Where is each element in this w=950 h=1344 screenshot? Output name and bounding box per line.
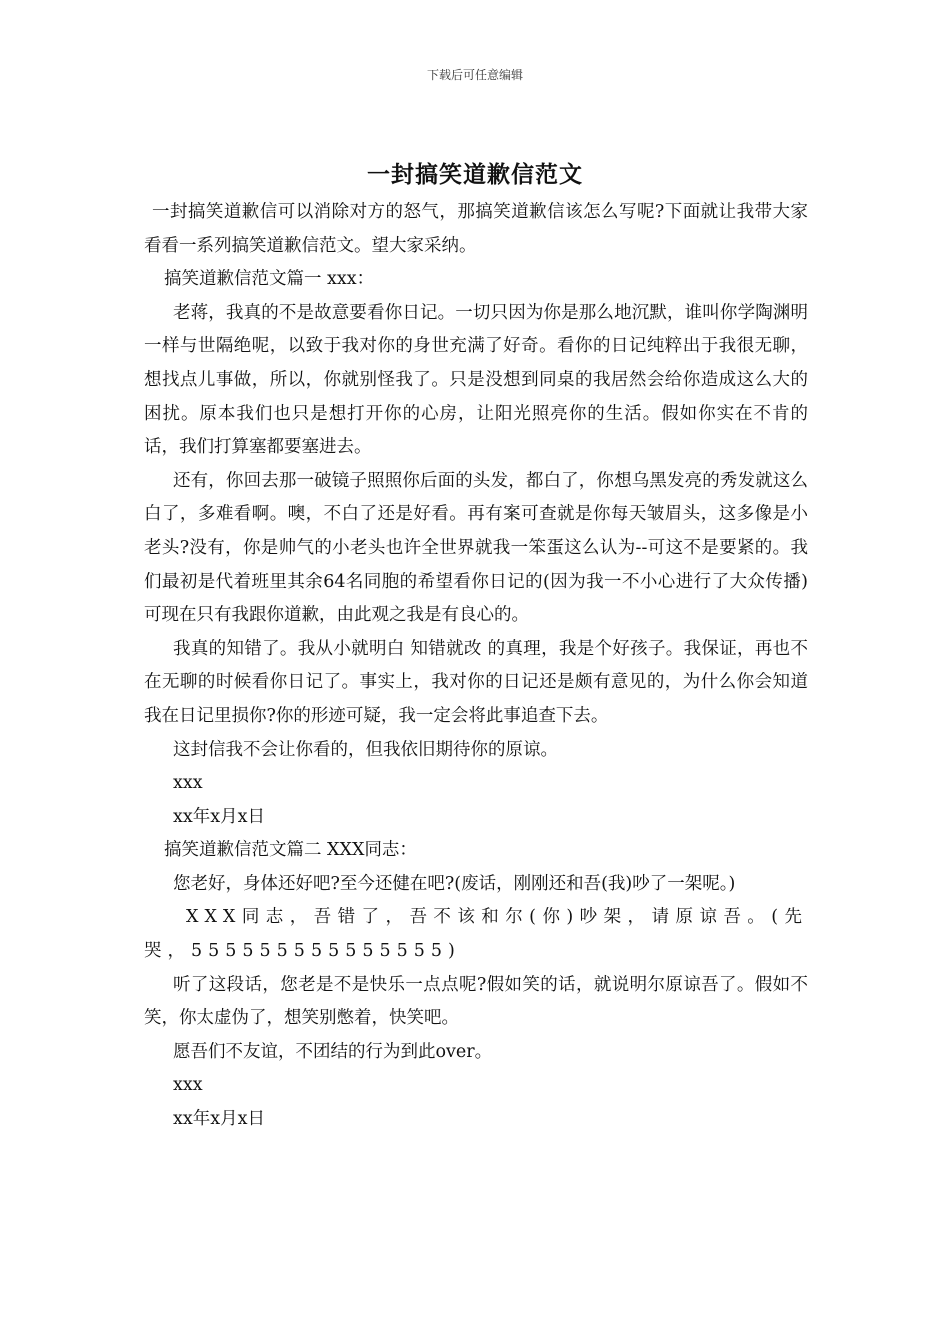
letter1-paragraph-1: 老蒋，我真的不是故意要看你日记。一切只因为你是那么地沉默，谁叫你学陶渊明一样与世隔绝呢，以致于我对你的身世充满了好奇。看你的日记纯粹出于我很无聊，想找点儿事做，所以，你就别怪我了。只是没想到同桌的我居然会给你造成这么大的困扰。原本我们也只是想打开你的心房，让阳光照亮你的生活。假如你实在不肯的话，我们打算塞都要塞进去。 bbox=[144, 302, 808, 458]
letter2-paragraph-4: 愿吾们不友谊，不团结的行为到此over。 bbox=[173, 1041, 493, 1062]
section-heading-2: 搞笑道歉信范文篇二 XXX同志： bbox=[164, 840, 417, 861]
letter2-paragraph-2: XXX同志，吾错了，吾不该和尔(你)吵架，请原谅吾。(先哭，555555555555555) bbox=[144, 907, 808, 962]
letter1-date: xx年x月x日 bbox=[173, 806, 265, 827]
intro-paragraph: 一封搞笑道歉信可以消除对方的怒气，那搞笑道歉信该怎么写呢?下面就让我带大家看看一系列搞笑道歉信范文。望大家采纳。 bbox=[144, 202, 808, 256]
letter1-paragraph-4: 这封信我不会让你看的，但我依旧期待你的原谅。 bbox=[173, 739, 558, 760]
letter1-signature: xxx bbox=[173, 773, 203, 794]
document-title: 一封搞笑道歉信范文 bbox=[367, 161, 583, 188]
letter2-paragraph-1: 您老好，身体还好吧?至今还健在吧?(废话，刚刚还和吾(我)吵了一架呢。) bbox=[173, 873, 736, 894]
letter1-paragraph-2: 还有，你回去那一破镜子照照你后面的头发，都白了，你想乌黑发亮的秀发就这么白了，多难看啊。噢，不白了还是好看。再有案可查就是你每天皱眉头，这多像是小老头?没有，你是帅气的小老头也许全世界就我一笨蛋这么认为--可这不是要紧的。我们最初是代着班里其余64名同胞的希望看你日记的(因为我一不小心进行了大众传播)可现在只有我跟你道歉，由此观之我是有良心的。 bbox=[144, 470, 808, 626]
document-body bbox=[144, 196, 808, 1137]
page-header: 下载后可任意编辑 bbox=[426, 68, 523, 82]
letter1-paragraph-3: 我真的知错了。我从小就明白 知错就改 的真理，我是个好孩子。我保证，再也不在无聊的时候看你日记了。事实上，我对你的日记还是颇有意见的，为什么你会知道我在日记里损你?你的形迹可疑，我一定会将此事追查下去。 bbox=[144, 638, 808, 726]
letter2-paragraph-3: 听了这段话，您老是不是快乐一点点呢?假如笑的话，就说明尔原谅吾了。假如不笑，你太虚伪了，想笑别憋着，快笑吧。 bbox=[144, 974, 808, 1029]
section-heading-1: 搞笑道歉信范文篇一 xxx： bbox=[164, 269, 375, 290]
letter2-date: xx年x月x日 bbox=[173, 1109, 265, 1130]
letter2-signature: xxx bbox=[173, 1075, 203, 1096]
